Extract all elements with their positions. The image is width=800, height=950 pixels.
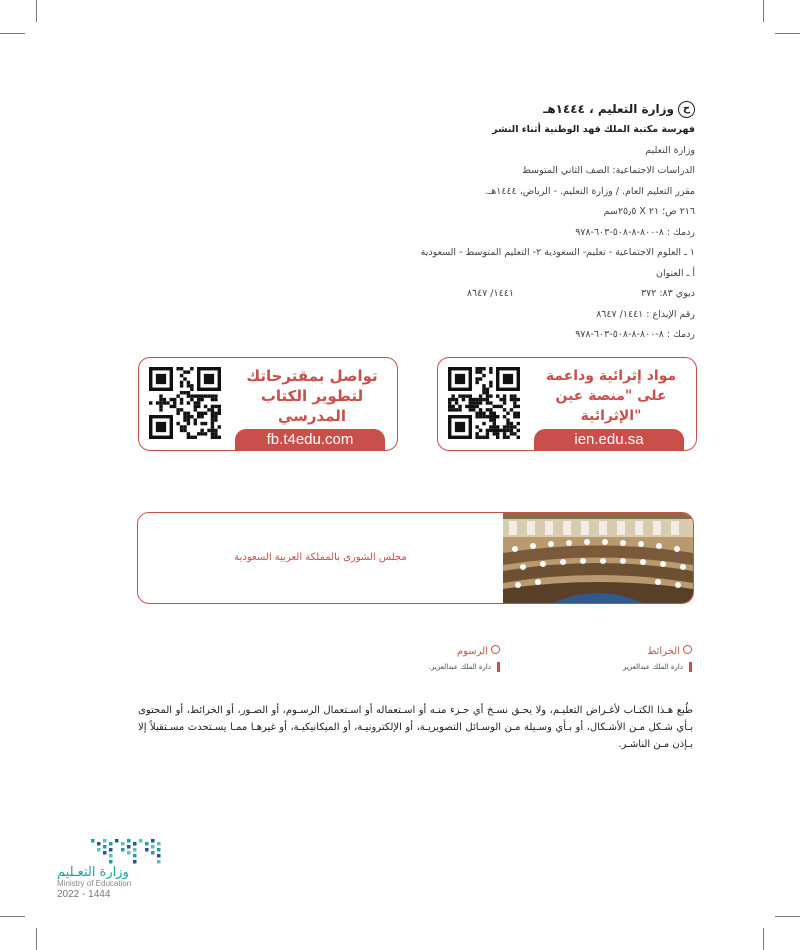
photo-caption-box bbox=[137, 512, 694, 604]
crop-mark bbox=[0, 916, 25, 917]
cataloging-block bbox=[215, 98, 695, 346]
crop-mark bbox=[763, 0, 764, 22]
feedback-url-link[interactable]: fb.t4edu.com bbox=[235, 429, 385, 451]
qr-code-icon[interactable] bbox=[448, 367, 520, 439]
bar-marker-icon bbox=[689, 662, 692, 672]
catalog-line: ردمك : ٨-٨٠٠-٨-٥٠٨-٦٠٣-٩٧٨ bbox=[575, 226, 695, 238]
catalog-line: مقرر التعليم العام. / وزارة التعليم. - الرياض، ١٤٤٤هـ. bbox=[485, 185, 695, 197]
enrichment-url-link[interactable]: ien.edu.sa bbox=[534, 429, 684, 451]
catalog-line: ردمك : ٨-٨٠٠-٨-٥٠٨-٦٠٣-٩٧٨ bbox=[575, 329, 695, 340]
photo-caption: مجلس الشورى بالمملكة العربية السعودية bbox=[234, 552, 407, 563]
bar-marker-icon bbox=[497, 662, 500, 672]
shura-council-photo bbox=[503, 513, 693, 603]
crop-mark bbox=[775, 33, 800, 34]
enrichment-promo-text: مواد إثرائية وداعمة على "منصة عين الإثرائية" bbox=[545, 368, 677, 424]
catalog-line: فهرسة مكتبة الملك فهد الوطنية أثناء النشر bbox=[492, 124, 695, 135]
catalog-line: ٢١٦ ص؛ ٢١ X ٢٥٫٥سم bbox=[603, 206, 695, 217]
crop-mark bbox=[775, 916, 800, 917]
catalog-line: ١ ـ العلوم الاجتماعية - تعليم- السعودية ٢- التعليم المتوسط - السعودية bbox=[420, 247, 695, 258]
qr-code-icon[interactable] bbox=[149, 367, 221, 439]
publisher-name: وزارة التعليم ، ١٤٤٤هـ bbox=[543, 102, 674, 116]
feedback-promo-text: تواصل بمقترحاتك لتطوير الكتاب المدرسي bbox=[246, 367, 378, 425]
crop-mark bbox=[763, 928, 764, 950]
dewey-class: ديوي ٨٣: ٣٧٢ bbox=[640, 288, 695, 299]
publisher-heading bbox=[215, 98, 695, 120]
logo-arabic-name: وزارة التعـليم bbox=[57, 865, 129, 880]
catalog-line: وزارة التعليم bbox=[645, 144, 695, 156]
crop-mark bbox=[36, 0, 37, 22]
catalog-line: الدراسات الاجتماعية: الصف الثاني المتوسط bbox=[522, 165, 695, 176]
credit-source: دارة الملك عبدالعزيز bbox=[562, 660, 692, 674]
bullet-icon bbox=[491, 645, 500, 654]
credit-drawings bbox=[370, 644, 500, 674]
dewey-line bbox=[215, 284, 695, 305]
bullet-icon bbox=[683, 645, 692, 654]
credit-title: الخرائط bbox=[562, 644, 692, 660]
logo-english-name: Ministry of Education bbox=[57, 879, 132, 888]
crop-mark bbox=[36, 928, 37, 950]
catalog-line: أ ـ العنوان bbox=[656, 267, 695, 279]
crop-mark bbox=[0, 33, 25, 34]
credit-title: الرسوم bbox=[370, 644, 500, 660]
dewey-number: ١٤٤١/ ٨٦٤٧ bbox=[466, 288, 514, 299]
enrichment-promo-box[interactable] bbox=[437, 357, 697, 451]
catalog-line: رقم الإيداع : ١٤٤١/ ٨٦٤٧ bbox=[596, 308, 695, 320]
edition-year: 2022 - 1444 bbox=[57, 889, 111, 900]
credit-maps bbox=[562, 644, 692, 674]
feedback-promo-box[interactable] bbox=[138, 357, 398, 451]
ministry-dots-icon bbox=[57, 835, 177, 865]
copyright-notice: طُبع هـذا الكتـاب لأغـراض التعليـم، ولا يحـق نسـخ أي جـزء منـه أو اسـتعماله أو اسـتعمال الرسـوم، أو الصـور، أو الخرائط، أو المحتوى بـأي شـكل مـن الأشـكال، أو بـأي وسـيلة مـن الوسـائل التصويريـة، أو الإلكترونيـة، أو الميكانيكيـة، أو غيرهـا ممـا يسـتحدث مسـتقبلاً إلا بـإذن مـن الناشـر. bbox=[138, 705, 693, 750]
credit-source: دارة الملك عبدالعزيز. bbox=[370, 660, 500, 674]
ministry-logo bbox=[57, 835, 177, 900]
copyright-symbol: ح bbox=[678, 101, 695, 118]
